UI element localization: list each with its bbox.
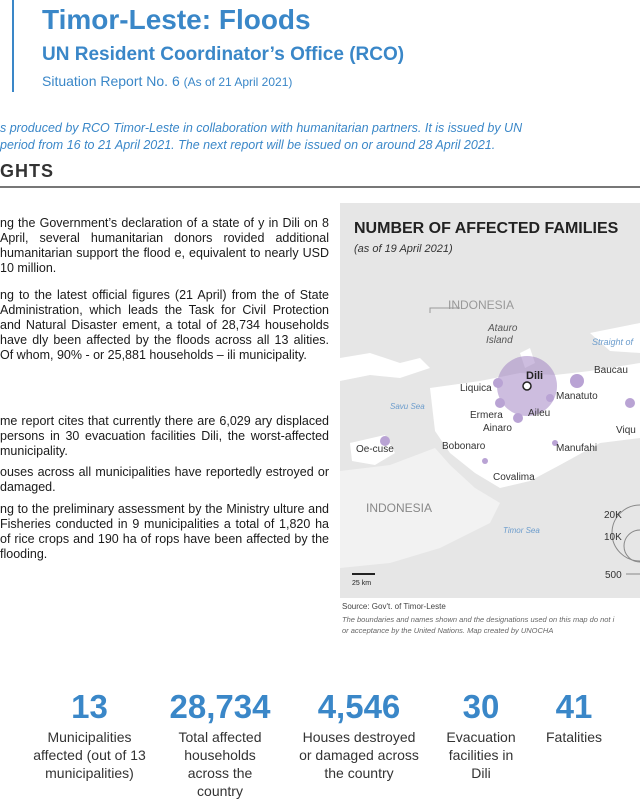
sitrep-line — [42, 73, 292, 89]
map-graphic — [340, 203, 640, 598]
key-figure-evacuation — [436, 688, 526, 782]
sitrep-number: Situation Report No. 6 — [42, 73, 180, 89]
highlight-bullet: ng to the preliminary assessment by the Ministry ulture and Fisheries conducted in 9 municipalities a total of 1,820 ha of rice crops and 190 ha of rops have been affected by the flooding. — [0, 502, 329, 561]
key-figure-houses — [298, 688, 420, 782]
map-source: Source: Gov't. of Timor-Leste — [342, 602, 446, 611]
highlight-bullet: ng the Government’s declaration of a state of y in Dili on 8 April, several humanitarian donors rovided additional humanitarian support the flood e, equivalent to nearly USD 10 million. — [0, 216, 329, 275]
dili-capital-marker — [523, 382, 531, 390]
key-figure-value: 13 — [71, 688, 108, 725]
map-label-oecuse: Oe-cuse — [356, 444, 394, 455]
map-label-indonesia-north: INDONESIA — [448, 298, 515, 312]
key-figure-municipalities — [32, 688, 147, 782]
ermera-bubble — [495, 398, 505, 408]
key-figure-value: 4,546 — [317, 688, 401, 725]
map-label-timor-sea: Timor Sea — [503, 526, 540, 535]
ainaro-bubble — [513, 413, 523, 423]
key-figure-value: 28,734 — [169, 688, 271, 725]
report-subtitle: UN Resident Coordinator’s Office (RCO) — [42, 44, 405, 65]
map-label-savu-sea: Savu Sea — [390, 402, 425, 411]
key-figure-label: Evacuation facilities in Dili — [446, 729, 516, 781]
map-label-atauro-1: Atauro — [488, 323, 518, 334]
legend-label-20k: 20K — [604, 510, 622, 521]
covalima-bubble — [482, 458, 488, 464]
map-disclaimer-line-2: or acceptance by the United Nations. Map created by UNOCHA — [342, 626, 554, 635]
map-label-bobonaro: Bobonaro — [442, 441, 486, 452]
intro-line-2: period from 16 to 21 April 2021. The next report will be issued on or around 28 April 2021. — [0, 138, 496, 152]
header-accent-line — [12, 0, 14, 92]
map-label-manufahi: Manufahi — [556, 443, 598, 454]
key-figure-label: Municipalities affected (out of 13 municipalities) — [33, 729, 146, 781]
map-disclaimer-line-1: The boundaries and names shown and the designations used on this map do not i — [342, 615, 615, 624]
map-label-dili: Dili — [526, 370, 544, 382]
key-figures — [0, 688, 640, 810]
baucau-bubble — [570, 374, 584, 388]
key-figure-households — [160, 688, 280, 800]
map-label-aileu: Aileu — [528, 408, 551, 419]
map-label-baucau: Baucau — [594, 365, 628, 376]
highlight-bullet: me report cites that currently there are 6,029 ary displaced persons in 30 evacuation facilities Dili, the worst-affected municipality. — [0, 414, 329, 458]
key-figure-label: Fatalities — [545, 729, 603, 745]
map-label-atauro — [486, 323, 520, 346]
map-label-ainaro: Ainaro — [483, 423, 512, 434]
intro-text — [0, 120, 522, 154]
affected-families-map — [340, 203, 640, 598]
map-label-ermera: Ermera — [470, 410, 503, 421]
map-scale-label: 25 km — [352, 580, 372, 587]
key-figure-value: 30 — [462, 688, 500, 725]
map-label-manatuto: Manatuto — [556, 391, 598, 402]
map-label-indonesia-south: INDONESIA — [366, 501, 433, 515]
map-label-viqueque: Viqu — [616, 425, 636, 436]
map-label-liquica: Liquica — [460, 383, 492, 394]
key-figure-value: 41 — [555, 688, 593, 725]
legend-label-10k: 10K — [604, 532, 622, 543]
map-disclaimer — [342, 614, 614, 636]
manatuto-bubble — [546, 394, 554, 402]
key-figure-label: Total affected households across the country — [178, 729, 262, 799]
legend-label-500: 500 — [605, 570, 622, 581]
intro-line-1: s produced by RCO Timor-Leste in collaboration with humanitarian partners. It is issued by UN — [0, 121, 523, 135]
sitrep-date: (As of 21 April 2021) — [183, 75, 293, 89]
highlight-bullet: ouses across all municipalities have reportedly estroyed or damaged. — [0, 465, 329, 494]
highlights-heading: GHTS — [0, 161, 55, 181]
highlights-divider — [0, 186, 640, 188]
map-label-atauro-2: Island — [486, 335, 513, 346]
liquica-bubble — [493, 378, 503, 388]
highlight-bullet: ng to the latest official figures (21 April) from the of State Administration, which leads the Task for Civil Protection and Natural Disaster ement, a total of 28,734 households have dly been affected by the floods across all 13 alities. Of whom, 90% - or 25,881 households – ili municipality. — [0, 288, 329, 362]
key-figure-label: Houses destroyed or damaged across the country — [299, 729, 419, 781]
map-title: NUMBER OF AFFECTED FAMILIES — [354, 220, 619, 237]
map-subtitle: (as of 19 April 2021) — [354, 243, 453, 255]
viqueque-bubble — [625, 398, 635, 408]
map-label-straight: Straight of — [592, 337, 634, 347]
indonesia-north-land — [340, 353, 430, 381]
key-figure-fatalities — [536, 688, 612, 746]
map-label-covalima: Covalima — [493, 472, 535, 483]
report-title: Timor-Leste: Floods — [42, 4, 311, 35]
